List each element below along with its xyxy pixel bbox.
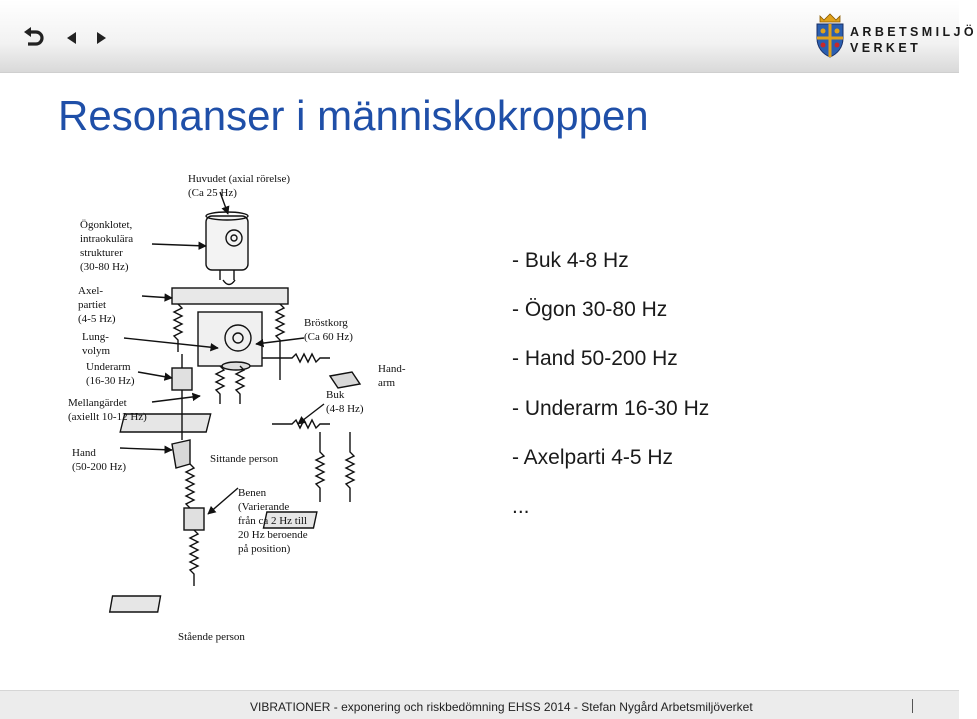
label-standing: Stående person — [178, 631, 245, 643]
label-abdomen-1: Buk — [326, 389, 345, 401]
forearm-mass — [172, 368, 192, 390]
return-icon[interactable] — [20, 24, 48, 52]
label-shoulder-2: partiet — [78, 299, 107, 311]
label-shoulder-1: Axel- — [78, 285, 104, 297]
bullet-eyes: - Ögon 30-80 Hz — [512, 298, 668, 322]
label-legs-5: på position) — [238, 543, 291, 555]
bullet-forearm: - Underarm 16-30 Hz — [512, 396, 710, 420]
label-legs-3: från ca 2 Hz till — [238, 515, 308, 527]
label-handarm-2: arm — [378, 377, 396, 389]
standing-foot — [110, 596, 161, 612]
label-forearm-2: (16-30 Hz) — [86, 375, 135, 387]
hand-mass — [330, 372, 360, 388]
label-lung-1: Lung- — [82, 331, 109, 343]
label-chest-1: Bröstkorg — [304, 317, 348, 329]
bullet-hand: - Hand 50-200 Hz — [512, 347, 678, 371]
label-handarm-1: Hand- — [378, 363, 406, 375]
label-legs-2: (Varierande — [238, 501, 290, 513]
logo-line-2: VERKET — [850, 41, 922, 55]
label-diaphragm-1: Mellangärdet — [68, 397, 127, 409]
coat-of-arms-icon — [814, 10, 846, 58]
label-eye-3: strukturer — [80, 247, 123, 259]
triangle-right-icon[interactable] — [88, 24, 116, 52]
label-head-2: (Ca 25 Hz) — [188, 187, 237, 199]
torso-mass — [198, 312, 262, 366]
label-forearm-1: Underarm — [86, 361, 131, 373]
label-legs-4: 20 Hz beroende — [238, 529, 308, 541]
label-diaphragm-2: (axiellt 10-12 Hz) — [68, 411, 147, 423]
label-legs-1: Benen — [238, 487, 267, 499]
body-resonance-diagram — [60, 168, 460, 650]
shoulder-bar — [172, 288, 288, 304]
bullet-abdomen: - Buk 4-8 Hz — [512, 249, 629, 272]
label-hand-2: (50-200 Hz) — [72, 461, 127, 473]
footer-text: VIBRATIONER - exponering och riskbedömning EHSS 2014 - Stefan Nygård Arbetsmiljöverket — [250, 700, 753, 714]
slide-title: Resonanser i människokroppen — [58, 92, 649, 139]
label-shoulder-3: (4-5 Hz) — [78, 313, 116, 325]
footer-bar — [0, 690, 959, 719]
top-toolbar — [0, 0, 977, 73]
agency-logo — [814, 10, 977, 62]
logo-line-1: ARBETSMILJÖ — [850, 25, 977, 39]
bullet-shoulder: - Axelparti 4-5 Hz — [512, 445, 674, 469]
logo-wordmark — [850, 24, 977, 56]
bullet-ellipsis: ... — [512, 495, 530, 519]
label-eye-4: (30-80 Hz) — [80, 261, 129, 273]
label-eye-1: Ögonklotet, — [80, 219, 133, 231]
label-abdomen-2: (4-8 Hz) — [326, 403, 364, 415]
label-eye-2: intraokulära — [80, 233, 134, 245]
bullet-list — [512, 236, 709, 531]
footer-divider — [912, 699, 913, 713]
label-chest-2: (Ca 60 Hz) — [304, 331, 353, 343]
label-sitting: Sittande person — [210, 453, 279, 465]
triangle-left-icon[interactable] — [58, 24, 86, 52]
label-lung-2: volym — [82, 345, 111, 357]
label-head-1: Huvudet (axial rörelse) — [188, 173, 291, 185]
label-hand-1: Hand — [72, 447, 96, 459]
